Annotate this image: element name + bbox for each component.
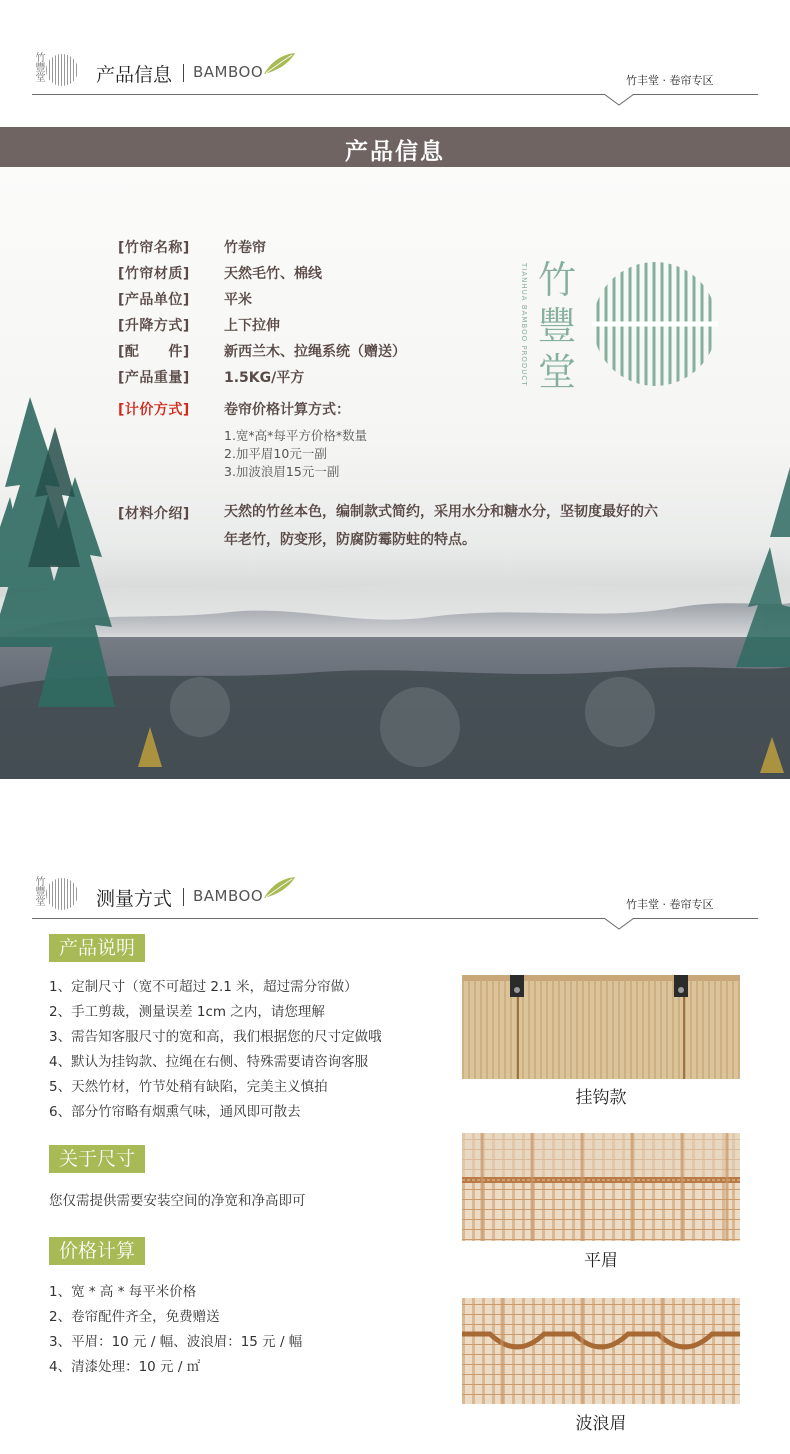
info-label: [升降方式] xyxy=(118,318,190,334)
size-text: 您仅需提供需要安装空间的净宽和净高即可 xyxy=(49,1193,306,1209)
list-item: 2、手工剪裁，测量误差 1cm 之内，请您理解 xyxy=(49,1004,325,1020)
flat-valance-image xyxy=(462,1133,740,1241)
logo-text: 竹豐堂 xyxy=(33,876,44,906)
section-title-en: BAMBOO xyxy=(193,887,264,905)
banner-title: 产品信息 xyxy=(345,139,445,165)
info-label: [配 件] xyxy=(118,344,190,360)
title-divider xyxy=(183,64,184,82)
sample-caption: 平眉 xyxy=(584,1251,618,1271)
info-label: [产品重量] xyxy=(118,370,190,386)
price-line: 2.加平眉10元一副 xyxy=(224,446,327,461)
material-text: 天然的竹丝本色，编制款式简约，采用水分和糖水分，坚韧度最好的六年老竹，防变形，防腐防霉防蛀的特点。 xyxy=(224,504,658,548)
product-info-banner xyxy=(0,127,790,167)
brand-logo xyxy=(32,876,80,912)
store-zone-label: 竹丰堂 · 卷帘专区 xyxy=(626,74,714,87)
info-value: 平米 xyxy=(224,292,252,308)
leaf-icon xyxy=(262,876,296,900)
section-title-en: BAMBOO xyxy=(193,63,264,81)
list-item: 3、平眉：10 元 / 幅、波浪眉：15 元 / 幅 xyxy=(49,1334,303,1350)
sample-caption: 挂钩款 xyxy=(575,1088,627,1108)
sample-caption: 波浪眉 xyxy=(575,1414,627,1434)
list-item: 3、需告知客服尺寸的宽和高，我们根据您的尺寸定做哦 xyxy=(49,1029,382,1045)
section-title: 产品信息 xyxy=(96,64,173,86)
list-item: 4、默认为挂钩款、拉绳在右侧、特殊需要请咨询客服 xyxy=(49,1054,369,1070)
brand-mark xyxy=(520,257,720,417)
title-divider xyxy=(183,888,184,906)
product-desc-tag: 产品说明 xyxy=(49,934,145,962)
leaf-icon xyxy=(262,52,296,76)
list-item: 4、清漆处理：10 元 / ㎡ xyxy=(49,1359,201,1375)
section-header-measure xyxy=(0,876,790,936)
list-item: 5、天然竹材，竹节处稍有缺陷，完美主义慎拍 xyxy=(49,1079,328,1095)
section-title: 测量方式 xyxy=(96,888,173,910)
hook-style-image xyxy=(462,975,740,1079)
list-item: 1、宽 * 高 * 每平米价格 xyxy=(49,1284,197,1300)
price-tag: 价格计算 xyxy=(49,1237,145,1265)
brand-logo xyxy=(32,52,80,88)
price-value: 卷帘价格计算方式： xyxy=(224,402,350,418)
product-info-scene xyxy=(0,167,790,779)
bamboo-circle-icon xyxy=(592,261,718,387)
brand-chars: 竹豐堂 xyxy=(538,258,577,394)
header-notch xyxy=(604,94,634,106)
logo-circle-icon xyxy=(46,54,78,86)
info-label: [竹帘名称] xyxy=(118,240,190,256)
logo-text: 竹豐堂 xyxy=(33,52,44,82)
brand-en-text: TIANHUA BAMBOO PRODUCT xyxy=(520,263,528,387)
wave-valance-image xyxy=(462,1298,740,1404)
material-label: [材料介绍] xyxy=(118,506,190,522)
store-zone-label: 竹丰堂 · 卷帘专区 xyxy=(626,898,714,911)
info-label: [竹帘材质] xyxy=(118,266,190,282)
info-value: 1.5KG/平方 xyxy=(224,370,305,386)
info-value: 天然毛竹、棉线 xyxy=(224,266,322,282)
logo-circle-icon xyxy=(46,878,78,910)
info-value: 新西兰木、拉绳系统（赠送） xyxy=(224,344,406,360)
section-header-product xyxy=(0,52,790,112)
size-tag: 关于尺寸 xyxy=(49,1145,145,1173)
info-value: 上下拉伸 xyxy=(224,318,280,334)
header-rule xyxy=(32,94,758,95)
price-label: [计价方式] xyxy=(118,402,190,418)
list-item: 1、定制尺寸（宽不可超过 2.1 米，超过需分帘做） xyxy=(49,979,358,995)
list-item: 2、卷帘配件齐全，免费赠送 xyxy=(49,1309,220,1325)
info-value: 竹卷帘 xyxy=(224,240,266,256)
list-item: 6、部分竹帘略有烟熏气味，通风即可散去 xyxy=(49,1104,301,1120)
price-line: 3.加波浪眉15元一副 xyxy=(224,464,340,479)
price-line: 1.宽*高*每平方价格*数量 xyxy=(224,428,368,443)
header-notch xyxy=(604,918,634,930)
info-label: [产品单位] xyxy=(118,292,190,308)
header-rule xyxy=(32,918,758,919)
